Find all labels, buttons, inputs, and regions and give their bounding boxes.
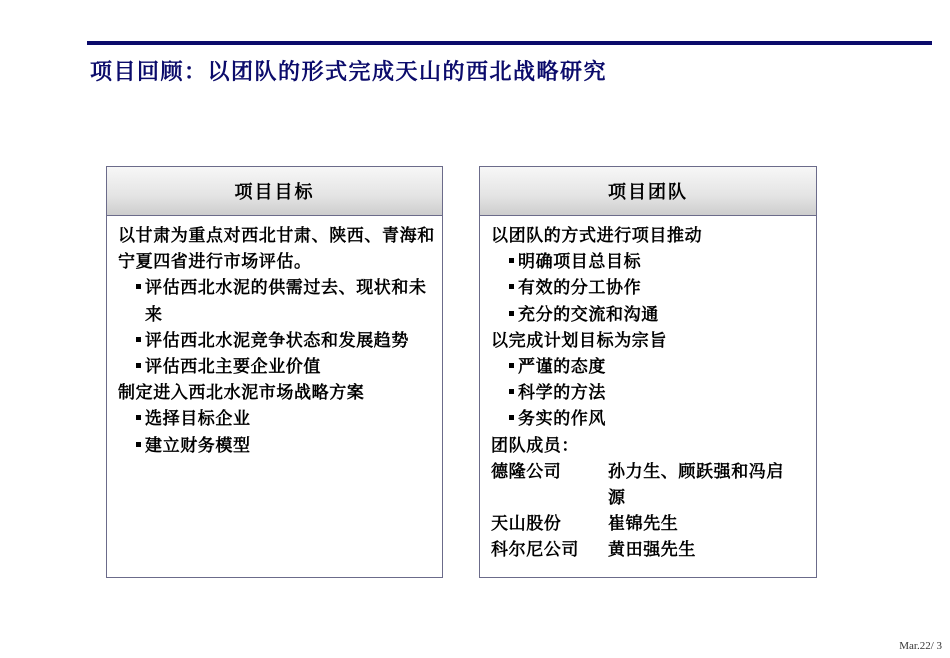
bullet-square-icon [509,389,514,394]
team-bullet [491,275,816,301]
team-bullet [491,406,816,432]
goal-bullet [118,275,442,327]
team-bullet-text: 科学的方法 [518,383,606,404]
member-names: 崔锦先生 [608,514,679,535]
bullet-square-icon [136,442,141,447]
team-member-row [491,537,816,563]
member-names: 孙力生、顾跃强和冯启源 [608,461,784,509]
goal-bullet [118,406,442,432]
bullet-square-icon [136,284,141,289]
team-bullet [491,380,816,406]
team-bullet-text: 有效的分工协作 [518,278,642,299]
goal-bullet [118,328,442,354]
member-org: 科尔尼公司 [491,540,579,561]
goal-bullet-text: 评估西北水泥的供需过去、现状和未来 [145,278,427,325]
project-goals-body [107,216,442,459]
bullet-square-icon [509,284,514,289]
team-text: 以完成计划目标为宗旨 [491,330,667,351]
team-member-row [491,511,816,537]
page-title: 项目回顾：以团队的形式完成天山的西北战略研究 [90,60,608,85]
goal-bullet-text: 建立财务模型 [145,435,251,456]
goal-bullet-text: 评估西北主要企业价值 [145,357,321,378]
bullet-square-icon [509,258,514,263]
team-bullet [491,302,816,328]
team-members-label: 团队成员： [491,435,579,456]
page-footer: Mar.22/ 3 [899,640,942,652]
project-team-header: 项目团队 [480,167,816,216]
project-team-body [480,216,816,564]
bullet-square-icon [509,363,514,368]
team-bullet-text: 明确项目总目标 [518,252,642,273]
team-member-row [491,459,816,511]
team-bullet-text: 严谨的态度 [518,357,606,378]
goal-bullet-text: 选择目标企业 [145,409,251,430]
bullet-square-icon [509,311,514,316]
goal-text: 以甘肃为重点对西北甘肃、陕西、青海和宁夏四省进行市场评估。 [118,226,435,273]
member-org: 德隆公司 [491,461,562,482]
header-rule [87,41,932,45]
team-bullet-text: 充分的交流和沟通 [518,304,659,325]
project-team-panel [479,166,817,578]
team-text: 以团队的方式进行项目推动 [491,226,703,246]
goal-bullet [118,433,442,459]
goal-bullet [118,354,442,380]
bullet-square-icon [136,415,141,420]
team-bullet [491,249,816,275]
team-bullet-text: 务实的作风 [518,409,606,430]
bullet-square-icon [136,337,141,342]
team-bullet [491,354,816,380]
bullet-square-icon [509,415,514,420]
project-goals-header: 项目目标 [107,167,442,216]
goal-text: 制定进入西北水泥市场战略方案 [118,383,365,404]
member-names: 黄田强先生 [608,540,696,561]
goal-bullet-text: 评估西北水泥竞争状态和发展趋势 [145,330,409,351]
bullet-square-icon [136,363,141,368]
project-goals-panel [106,166,443,578]
member-org: 天山股份 [491,514,562,535]
